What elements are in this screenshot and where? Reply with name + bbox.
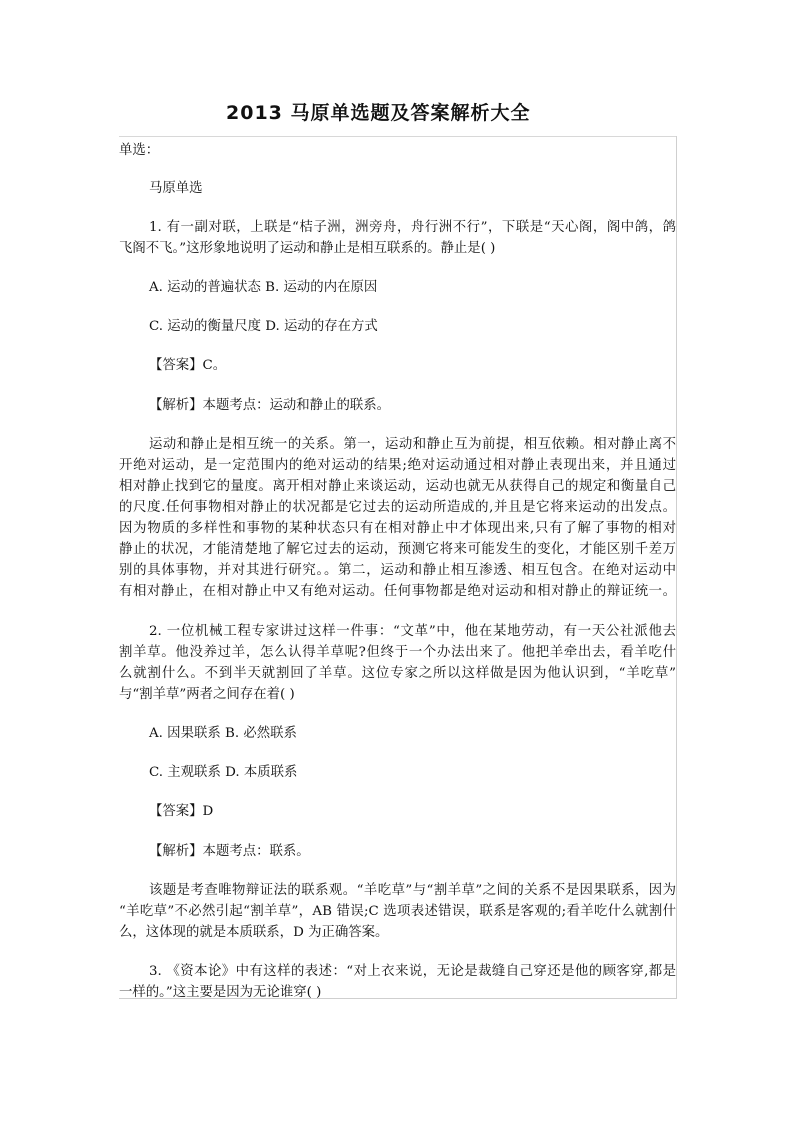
q2-stem-line: 与“割羊草”两者之间存在着( ) [119, 687, 295, 702]
q1-explain-line: 因为物质的多样性和事物的某种状态只有在相对静止中才体现出来,只有了解了事物的相对 [119, 521, 676, 536]
q3-stem-line: 3. 《资本论》中有这样的表述：“对上衣来说，无论是裁缝自己穿还是他的顾客穿,都是 [149, 964, 676, 979]
q1-explain-line: 有相对静止，在相对静止中又有绝对运动。任何事物都是绝对运动和相对静止的辩证统一。 [119, 584, 676, 599]
q1-explain-line: 运动和静止是相互统一的关系。第一，运动和静止互为前提，相互依赖。相对静止离不 [149, 437, 676, 452]
q1-explain-line: 的尺度.任何事物相对静止的状况都是它过去的运动所造成的,并且是它将来运动的出发点。 [119, 500, 676, 515]
q2-explain-line: 么，这体现的就是本质联系，D 为正确答案。 [119, 925, 389, 940]
q2-explain-line: “羊吃草”不必然引起“割羊草”，AB 错误;C 选项表述错误，联系是客观的;看羊吃什么就割什 [119, 904, 676, 919]
top-divider [119, 136, 676, 137]
q2-options-ab: A. 因果联系 B. 必然联系 [149, 726, 297, 741]
q2-stem-line: 割羊草。他没养过羊，怎么认得羊草呢?但终于一个办法出来了。他把羊牵出去，看羊吃什 [119, 645, 676, 660]
q1-options-ab: A. 运动的普遍状态 B. 运动的内在原因 [149, 280, 378, 295]
q2-options-cd: C. 主观联系 D. 本质联系 [149, 765, 298, 780]
content-box [119, 136, 677, 999]
q2-explain-line: 该题是考查唯物辩证法的联系观。“羊吃草”与“割羊草”之间的关系不是因果联系，因为 [149, 883, 676, 898]
q1-options-cd: C. 运动的衡量尺度 D. 运动的存在方式 [149, 319, 378, 334]
q2-stem-line: 么就割什么。不到半天就割回了羊草。这位专家之所以这样做是因为他认识到，“羊吃草” [119, 666, 676, 681]
q2-analysis: 【解析】本题考点：联系。 [149, 844, 310, 859]
q1-explain-line: 相对静止找到它的量度。离开相对静止来谈运动，运动也就无从获得自己的规定和衡量自己 [119, 479, 676, 494]
q1-explain-line: 开绝对运动，是一定范围内的绝对运动的结果;绝对运动通过相对静止表现出来，并且通过 [119, 458, 676, 473]
header-label: 单选： [119, 143, 160, 158]
q1-analysis: 【解析】本题考点：运动和静止的联系。 [149, 398, 391, 413]
q1-explain-line: 静止的状况，才能清楚地了解它过去的运动，预测它将来可能发生的变化，才能区别千差万 [119, 542, 676, 557]
q1-explain-line: 别的具体事物，并对其进行研究。。第二，运动和静止相互渗透、相互包含。在绝对运动中 [119, 563, 676, 578]
q1-stem-line: 1. 有一副对联，上联是“桔子洲，洲旁舟，舟行洲不行”，下联是“天心阁，阁中鸽，鸽 [149, 220, 676, 235]
document-title: 2013 马原单选题及答案解析大全 [226, 102, 531, 124]
q2-stem-line: 2. 一位机械工程专家讲过这样一件事：“文革”中，他在某地劳动，有一天公社派他去 [149, 624, 676, 639]
q3-stem-line: 一样的。”这主要是因为无论谁穿( ) [119, 985, 322, 1000]
q2-answer: 【答案】D [149, 804, 214, 819]
section-title: 马原单选 [149, 181, 203, 196]
q1-stem-line: 飞阁不飞。”这形象地说明了运动和静止是相互联系的。静止是( ) [119, 241, 496, 256]
q1-answer: 【答案】C。 [149, 358, 227, 373]
